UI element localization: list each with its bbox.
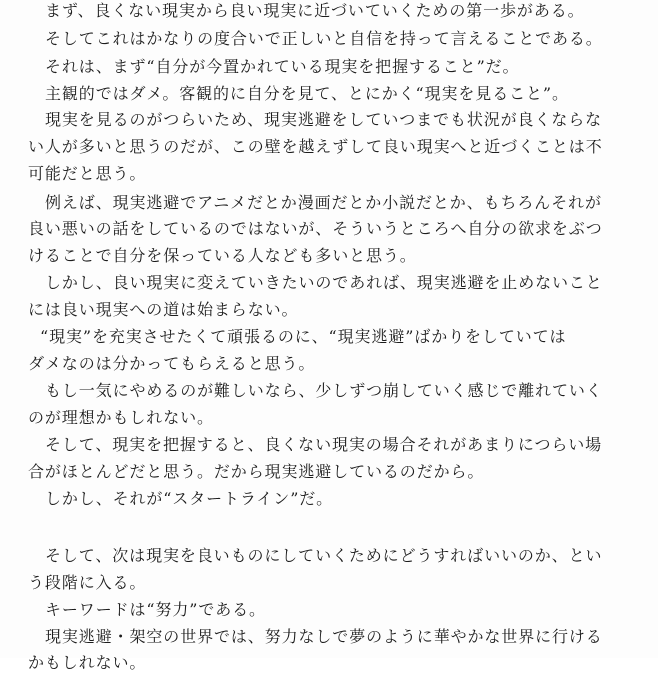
text-line: のが理想かもしれない。: [28, 408, 214, 427]
text-line: 合がほとんどだと思う。だから現実逃避しているのだから。: [28, 462, 485, 481]
text-line: 主観的ではダメ。客観的に自分を見て、とにかく“現実を見ること”。: [45, 84, 569, 103]
text-line: “現実”を充実させたくて頑張るのに、“現実逃避”ばかりをしていては: [40, 327, 567, 346]
text-line: い人が多いと思うのだが、この壁を越えずして良い現実へと近づくことは不: [28, 137, 603, 156]
text-line: う段階に入る。: [28, 573, 147, 592]
text-line: しかし、それが“スタートライン”だ。: [45, 489, 334, 508]
text-line: 現実を見るのがつらいため、現実逃避をしていつまでも状況が良くならな: [45, 110, 603, 129]
text-line: キーワードは“努力”である。: [45, 600, 266, 619]
text-line: 良い悪いの話をしているのではないが、そういうところへ自分の欲求をぶつ: [28, 219, 603, 238]
text-line: もし一気にやめるのが難しいなら、少しずつ崩していく感じで離れていく: [45, 381, 603, 400]
text-line: 可能だと思う。: [28, 164, 147, 183]
text-line: しかし、良い現実に変えていきたいのであれば、現実逃避を止めないこと: [45, 273, 603, 292]
text-line: それは、まず“自分が今置かれている現実を把握すること”だ。: [45, 57, 520, 76]
text-line: けることで自分を保っている人なども多いと思う。: [28, 246, 417, 265]
text-line: 例えば、現実逃避でアニメだとか漫画だとか小説だとか、もちろんそれが: [45, 193, 602, 212]
text-line: かもしれない。: [28, 653, 147, 672]
text-line: まず、良くない現実から良い現実に近づいていくための第一歩がある。: [45, 1, 585, 20]
text-line: そして、現実を把握すると、良くない現実の場合それがあまりにつらい場: [45, 435, 603, 454]
text-line: ダメなのは分かってもらえると思う。: [28, 354, 316, 373]
text-line: には良い現実への道は始まらない。: [28, 300, 299, 319]
text-line: そして、次は現実を良いものにしていくためにどうすればいいのか、とい: [45, 546, 603, 565]
text-line: 現実逃避・架空の世界では、努力なしで夢のように華やかな世界に行ける: [45, 627, 603, 646]
text-line: そしてこれはかなりの度合いで正しいと自信を持って言えることである。: [45, 29, 603, 48]
